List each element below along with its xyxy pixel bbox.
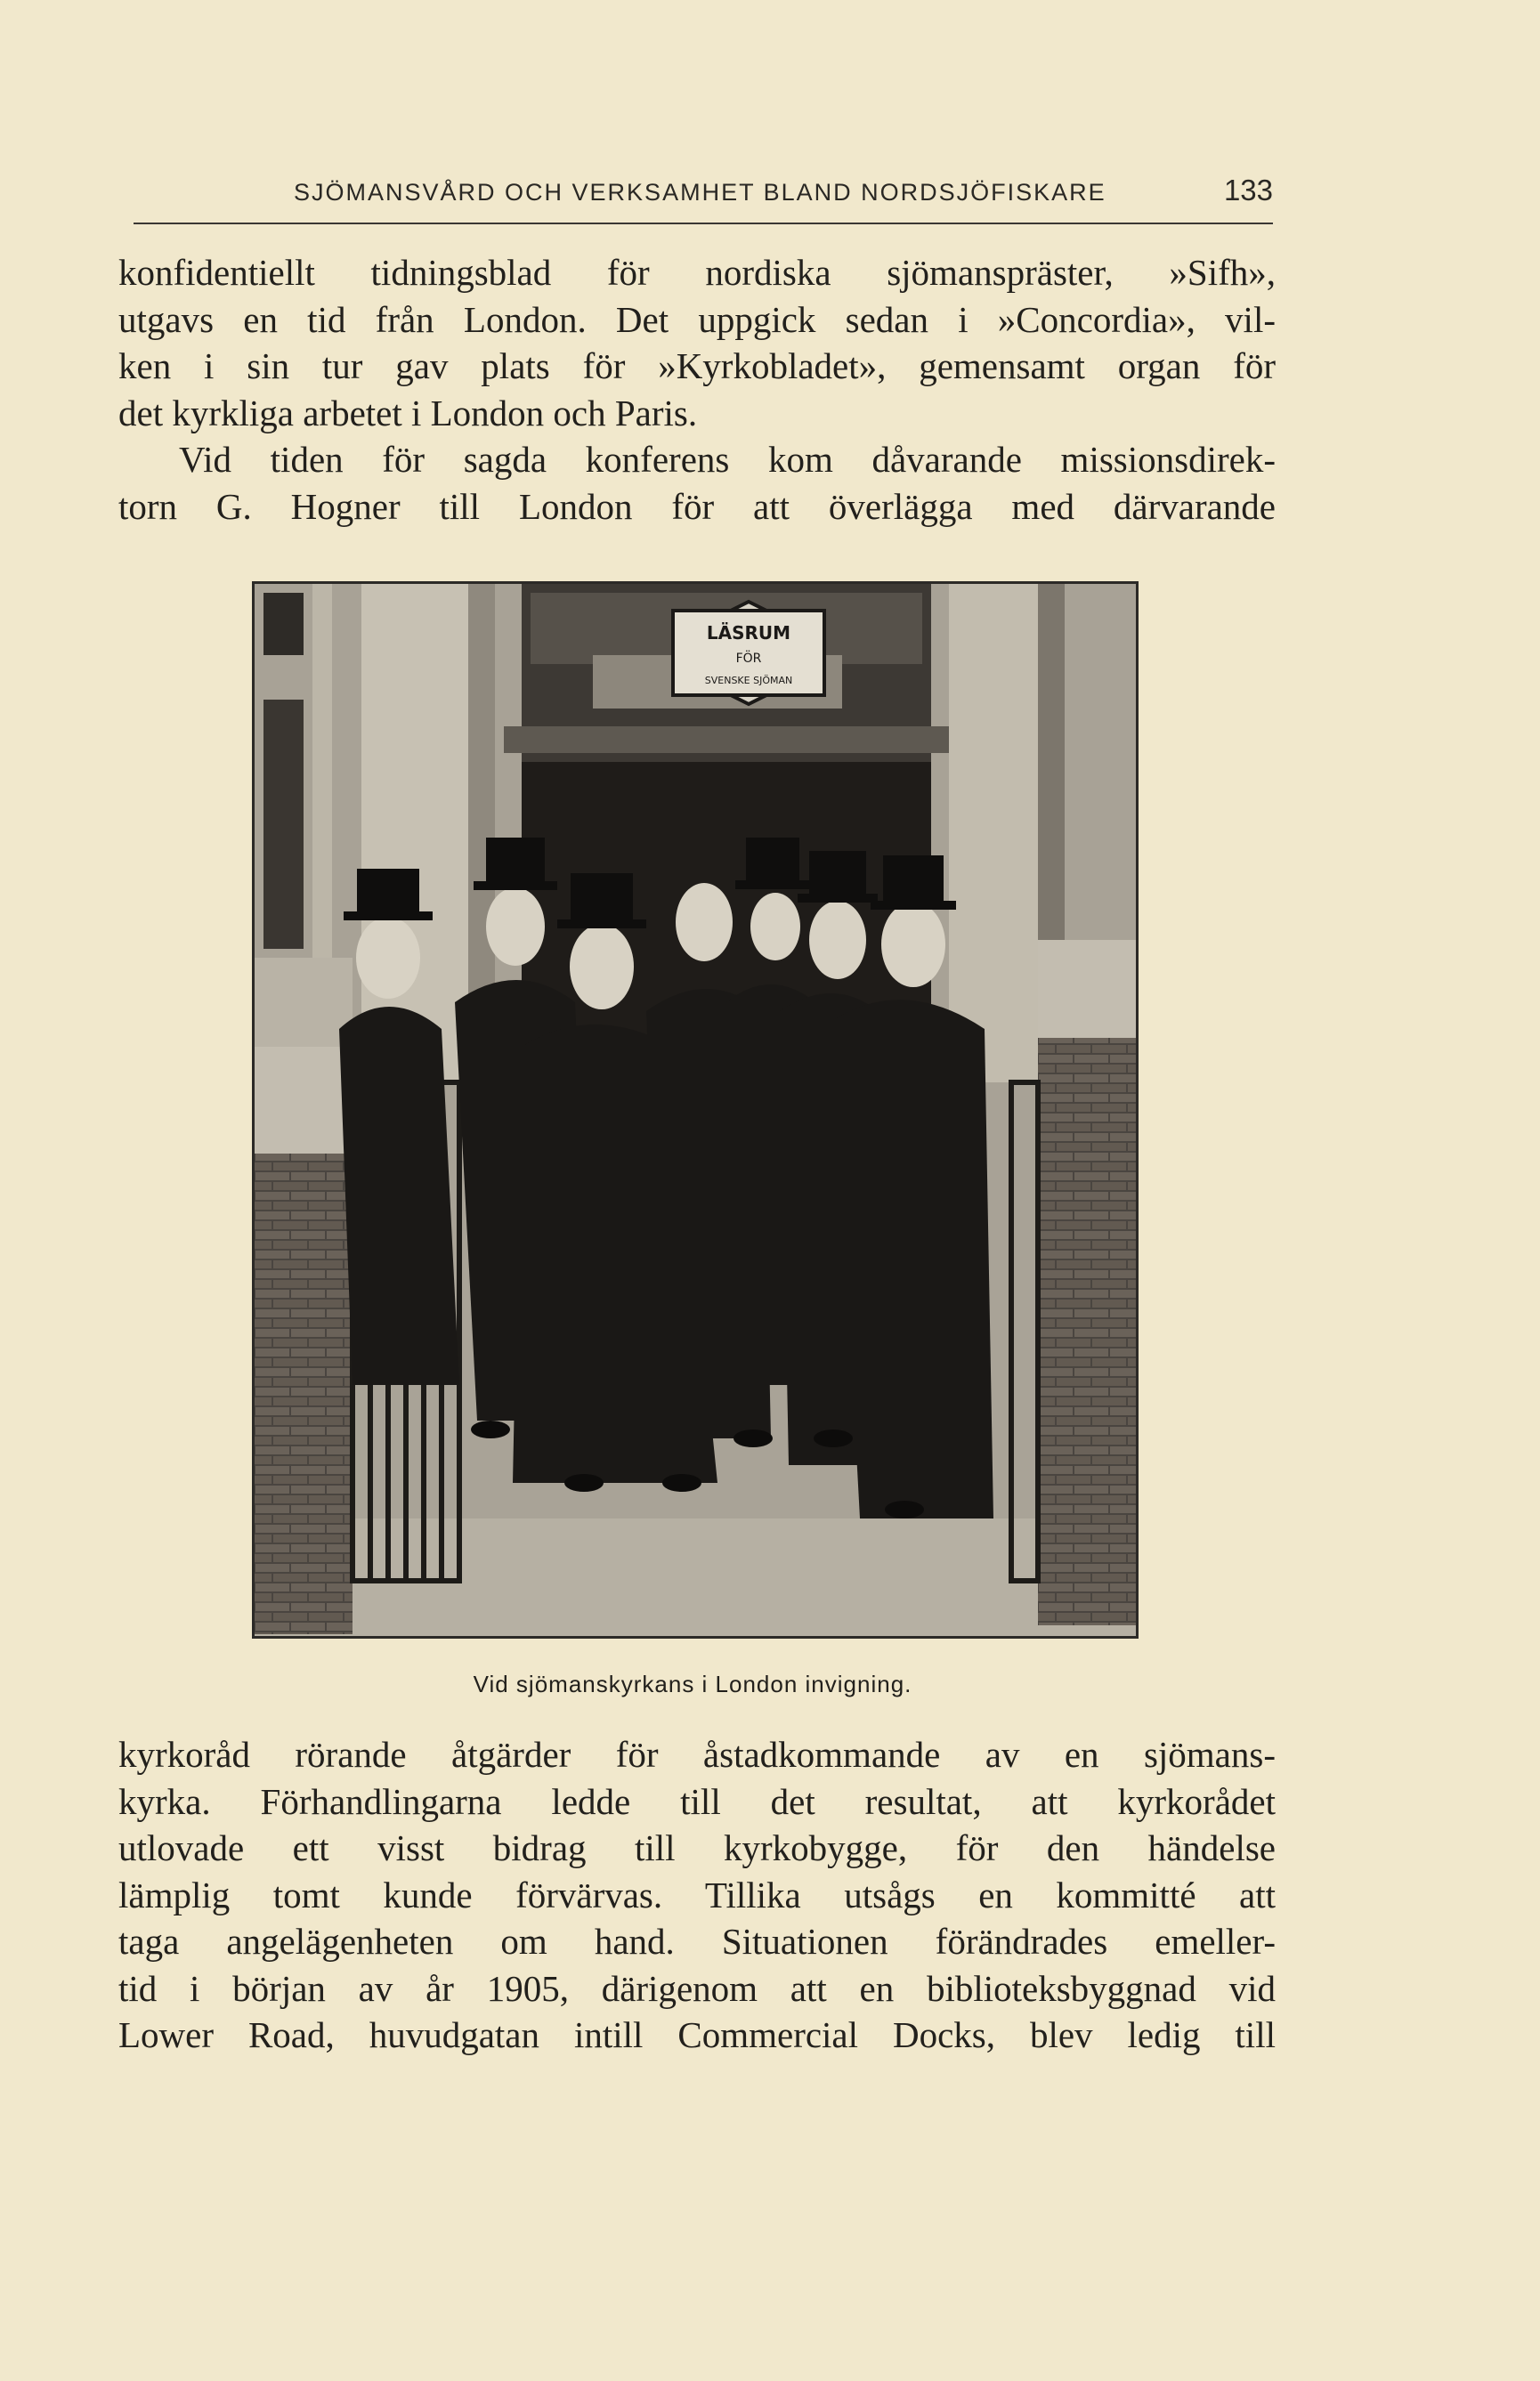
text-line: Vid tiden för sagda konferens kom dåvarande missionsdirek- (179, 439, 1276, 480)
sign-line-2: FÖR (735, 652, 762, 666)
photo-caption: Vid sjömanskyrkans i London invigning. (473, 1671, 912, 1697)
text-line: utlovade ett visst bidrag till kyrkobygge, för den händelse (118, 1827, 1276, 1868)
text-line: taga angelägenheten om hand. Situationen förändrades emeller- (118, 1921, 1276, 1962)
text-line: kyrka. Förhandlingarna ledde till det resultat, att kyrkorådet (118, 1780, 1276, 1822)
paragraph-2 (118, 436, 1276, 530)
photograph-illustration (255, 584, 1136, 1636)
text-line: konfidentiellt tidningsblad för nordiska sjömanspräster, »Sifh», (118, 252, 1276, 293)
top-text-block (118, 249, 1276, 530)
header-rule (134, 223, 1273, 224)
running-head (134, 174, 1273, 207)
text-line: torn G. Hogner till London för att överlägga med därvarande (118, 485, 1276, 527)
running-title: SJÖMANSVÅRD OCH VERKSAMHET BLAND NORDSJÖFISKARE (294, 179, 1106, 206)
sign-line-3: SVENSKE SJÖMAN (704, 675, 793, 686)
text-line: tid i början av år 1905, därigenom att en biblioteksbyggnad vid (118, 1967, 1276, 2009)
paragraph-3 (118, 1731, 1276, 2059)
text-line: utgavs en tid från London. Det uppgick sedan i »Concordia», vil- (118, 298, 1276, 340)
text-line: kyrkoråd rörande åtgärder för åstadkommande av en sjömans- (118, 1734, 1276, 1775)
text-line: ken i sin tur gav plats för »Kyrkobladet», gemensamt organ för (118, 345, 1276, 386)
bottom-text-block (118, 1731, 1276, 2059)
photograph (252, 581, 1139, 1639)
page-number: 133 (1223, 174, 1273, 207)
text-line: Lower Road, huvudgatan intill Commercial Docks, blev ledig till (118, 2014, 1276, 2055)
text-line: det kyrkliga arbetet i London och Paris. (118, 392, 698, 433)
text-line: lämplig tomt kunde förvärvas. Tillika utsågs en kommitté att (118, 1874, 1276, 1915)
paragraph-1 (118, 249, 1276, 436)
sign-line-1: LÄSRUM (706, 622, 791, 644)
